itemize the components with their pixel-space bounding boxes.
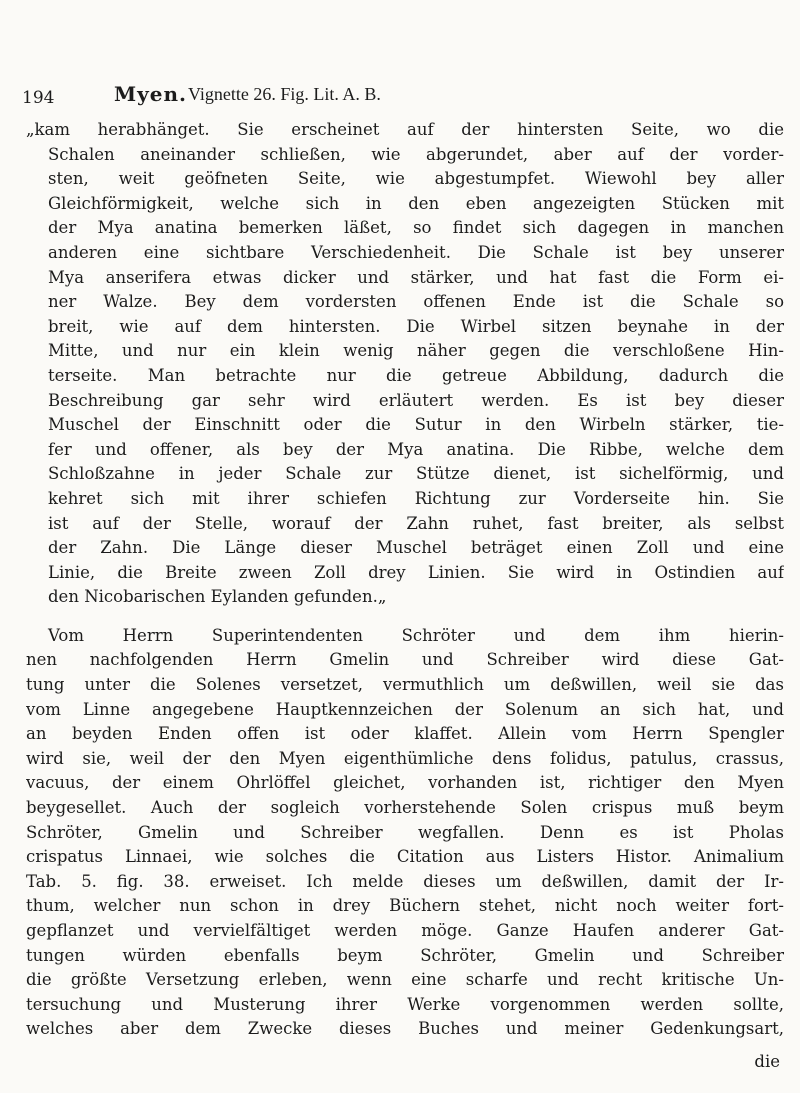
text-line: Mitte, und nur ein klein wenig näher gegen die verschloßene Hin- xyxy=(48,341,784,361)
vignette-reference: Vignette 26. Fig. Lit. A. B. xyxy=(188,84,381,104)
page-body xyxy=(26,118,784,1042)
text-line: fer und offener, als bey der Mya anatina. Die Ribbe, welche dem xyxy=(48,439,784,459)
text-line: Linie, die Breite zween Zoll drey Linien. Sie wird in Ostindien auf xyxy=(48,562,784,582)
running-title: Myen. xyxy=(114,82,187,106)
text-line: „kam herabhänget. Sie erscheinet auf der hintersten Seite, wo die xyxy=(26,120,784,139)
text-line: Vom Herrn Superintendenten Schröter und dem ihm hierin- xyxy=(48,625,784,645)
text-line: Mya anserifera etwas dicker und stärker, und hat fast die Form ei- xyxy=(48,267,784,287)
text-line: den Nicobarischen Eylanden gefunden.„ xyxy=(48,587,387,607)
text-line: kehret sich mit ihrer schiefen Richtung zur Vorderseite hin. Sie xyxy=(48,488,784,508)
text-line: Schalen aneinander schließen, wie abgerundet, aber auf der vorder- xyxy=(48,144,784,164)
text-line: terseite. Man betrachte nur die getreue Abbildung, dadurch die xyxy=(48,365,784,385)
page-number: 194 xyxy=(22,88,55,108)
text-line: beygesellet. Auch der sogleich vorherstehende Solen crispus muß beym xyxy=(26,798,784,818)
text-line: sten, weit geöfneten Seite, wie abgestumpfet. Wiewohl bey aller xyxy=(48,169,784,189)
text-line: crispatus Linnaei, wie solches die Citation aus Listers Histor. Animalium xyxy=(26,847,784,867)
text-line: tungen würden ebenfalls beym Schröter, Gmelin und Schreiber xyxy=(26,945,784,965)
paragraph-commentary xyxy=(26,624,784,1042)
text-line: Beschreibung gar sehr wird erläutert werden. Es ist bey dieser xyxy=(48,390,784,410)
text-line: ner Walze. Bey dem vordersten offenen Ende ist die Schale so xyxy=(48,292,784,312)
text-line: vacuus, der einem Ohrlöffel gleichet, vorhanden ist, richtiger den Myen xyxy=(26,773,784,793)
text-line: Tab. 5. fig. 38. erweiset. Ich melde dieses um deßwillen, damit der Ir- xyxy=(26,871,784,891)
text-line: der Zahn. Die Länge dieser Muschel beträget einen Zoll und eine xyxy=(48,538,784,558)
text-line: gepflanzet und vervielfältiget werden möge. Ganze Haufen anderer Gat- xyxy=(26,921,784,940)
text-line: thum, welcher nun schon in drey Büchern stehet, nicht noch weiter fort- xyxy=(26,896,784,916)
page-header xyxy=(22,82,782,112)
text-line: an beyden Enden offen ist oder klaffet. Allein vom Herrn Spengler xyxy=(26,724,784,744)
text-line: der Mya anatina bemerken läßet, so findet sich dagegen in manchen xyxy=(48,218,784,238)
text-line: Muschel der Einschnitt oder die Sutur in den Wirbeln stärker, tie- xyxy=(48,415,784,435)
text-line: ist auf der Stelle, worauf der Zahn ruhet, fast breiter, als selbst xyxy=(48,513,784,533)
text-line: nen nachfolgenden Herrn Gmelin und Schreiber wird diese Gat- xyxy=(26,650,784,670)
text-line: Gleichförmigkeit, welche sich in den eben angezeigten Stücken mit xyxy=(48,193,784,213)
paragraph-quote xyxy=(26,118,784,610)
text-line: tersuchung und Musterung ihrer Werke vorgenommen werden sollte, xyxy=(26,994,784,1014)
text-line: anderen eine sichtbare Verschiedenheit. Die Schale ist bey unserer xyxy=(48,242,784,262)
catchword: die xyxy=(754,1052,780,1071)
text-line: tung unter die Solenes versetzet, vermuthlich um deßwillen, weil sie das xyxy=(26,675,784,695)
text-line: wird sie, weil der den Myen eigenthümliche dens folidus, patulus, crassus, xyxy=(26,748,784,768)
text-line: Schröter, Gmelin und Schreiber wegfallen. Denn es ist Pholas xyxy=(26,822,784,842)
text-line: die größte Versetzung erleben, wenn eine scharfe und recht kritische Un- xyxy=(26,970,784,990)
text-line: welches aber dem Zwecke dieses Buches und meiner Gedenkungsart, xyxy=(26,1019,784,1039)
text-line: vom Linne angegebene Hauptkennzeichen der Solenum an sich hat, und xyxy=(26,699,784,719)
text-line: Schloßzahne in jeder Schale zur Stütze dienet, ist sichelförmig, und xyxy=(48,464,784,484)
text-line: breit, wie auf dem hintersten. Die Wirbel sitzen beynahe in der xyxy=(48,316,784,336)
